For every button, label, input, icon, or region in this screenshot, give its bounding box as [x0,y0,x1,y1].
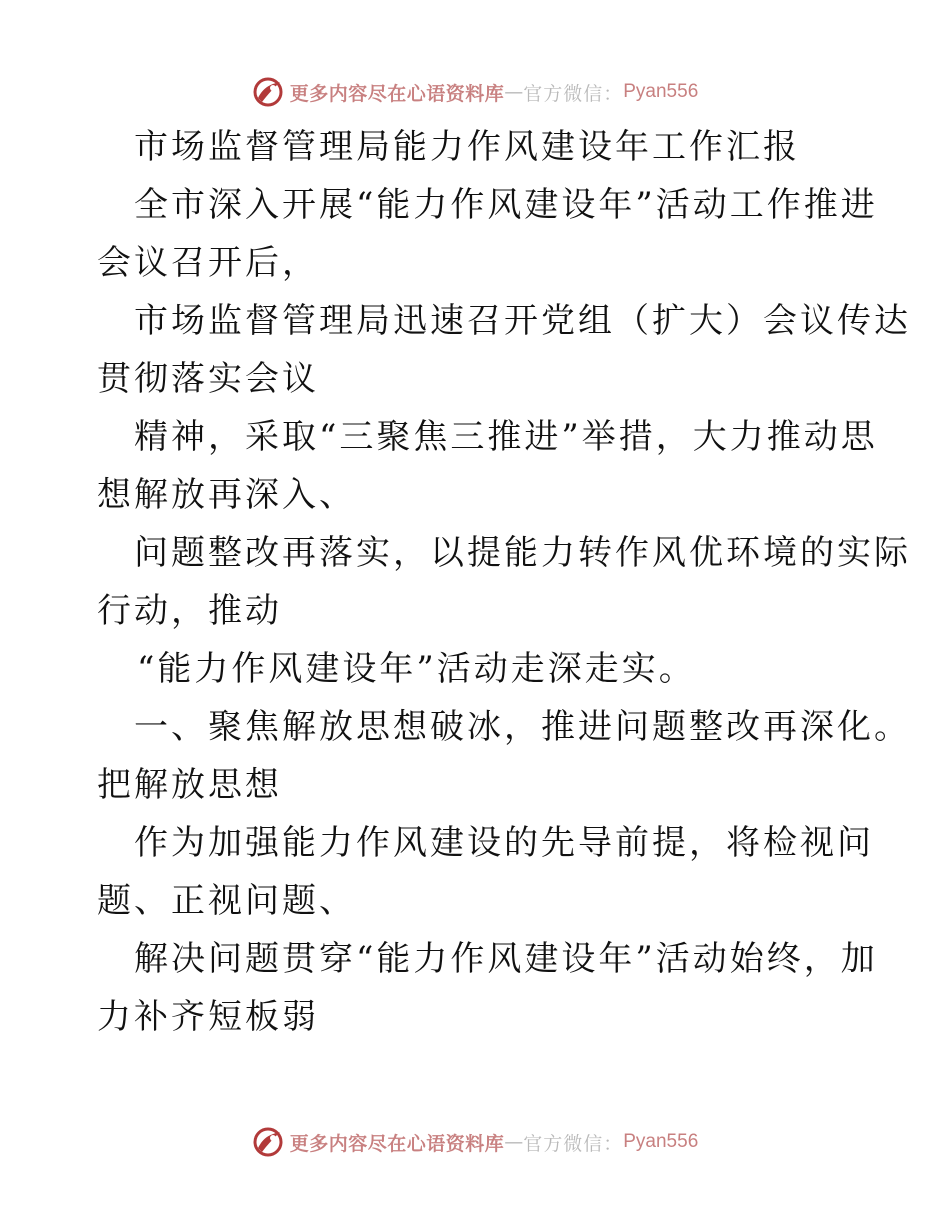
section-heading: 一、聚焦解放思想破冰，推进问题整改再深化。 [134,707,911,747]
document-title: 市场监督管理局能力作风建设年工作汇报 [134,127,800,167]
brand-logo-icon [252,1126,284,1158]
watermark-separator: — [504,81,524,103]
paragraph-line: 作为加强能力作风建设的先导前提，将检视问 [134,823,874,863]
document-body [97,118,911,1046]
paragraph-line: 把解放思想 [97,765,282,805]
paragraph-line: “能力作风建设年”活动走深走实。 [137,649,696,689]
watermark-label: 官方微信： [523,82,624,105]
watermark-text: 更多内容尽在心语资料库 [289,82,505,105]
paragraph-line: 全市深入开展“能力作风建设年”活动工作推进 [134,185,878,225]
paragraph-line: 问题整改再落实，以提能力转作风优环境的实际 [134,533,911,573]
watermark-separator: — [504,1131,524,1153]
paragraph-line: 会议召开后， [97,243,319,283]
brand-logo-icon [252,76,284,108]
paragraph-line: 贯彻落实会议 [97,359,319,399]
paragraph-line: 市场监督管理局迅速召开党组（扩大）会议传达 [134,301,911,341]
watermark-wechat-id: Pyan556 [623,81,699,102]
watermark-label: 官方微信： [523,1132,624,1155]
watermark-wechat-id: Pyan556 [623,1131,699,1152]
paragraph-line: 行动，推动 [97,591,282,631]
paragraph-line: 力补齐短板弱 [97,997,319,1037]
paragraph-line: 题、正视问题、 [97,881,356,921]
paragraph-line: 精神，采取“三聚焦三推进”举措，大力推动思 [134,417,878,457]
watermark-footer [0,1122,950,1162]
watermark-header [0,72,950,112]
watermark-text: 更多内容尽在心语资料库 [289,1132,505,1155]
paragraph-line: 想解放再深入、 [97,475,356,515]
paragraph-line: 解决问题贯穿“能力作风建设年”活动始终，加 [134,939,878,979]
